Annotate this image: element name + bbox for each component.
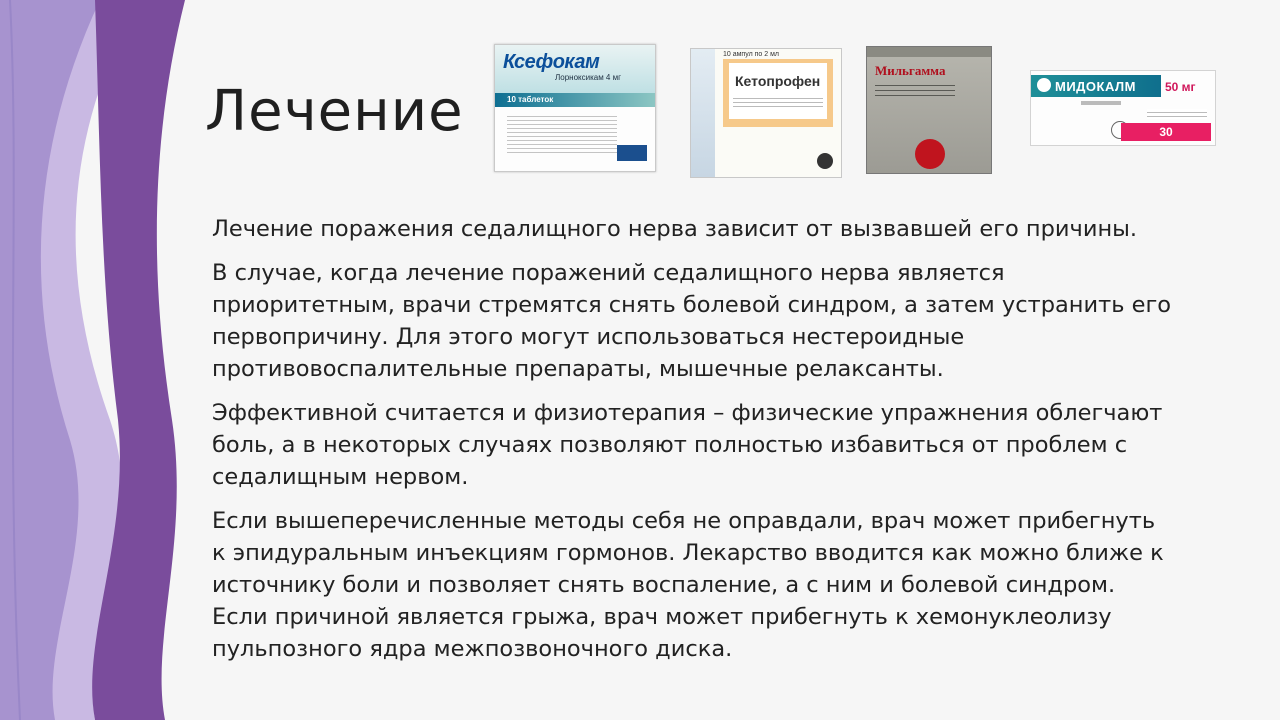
- text-line: боль, а в некоторых случаях позволяют полностью избавиться от проблем с: [212, 432, 1128, 458]
- manufacturer-logo-icon: [817, 153, 833, 169]
- paragraph: [212, 505, 1252, 665]
- ksefokam-subtitle: Лорноксикам 4 мг: [555, 73, 622, 82]
- text-line: приоритетным, врачи стремятся снять болевой синдром, а затем устранить его: [212, 292, 1172, 318]
- ketoprofen-ampoules: 10 ампул по 2 мл: [723, 51, 779, 58]
- nycomed-logo-icon: [617, 145, 647, 161]
- ketoprofen-package-image: [690, 48, 842, 178]
- text-line: В случае, когда лечение поражений седалищного нерва является: [212, 260, 1005, 286]
- worwag-seal-icon: [915, 139, 945, 169]
- ketoprofen-name: Кетопрофен: [735, 73, 821, 89]
- ksefokam-count: 10 таблеток: [507, 95, 554, 104]
- midokalm-count-badge: 30: [1121, 123, 1211, 141]
- text-line: Если вышеперечисленные методы себя не оправдали, врач может прибегнуть: [212, 508, 1156, 534]
- text-line: Если причиной является грыжа, врач может прибегнуть к хемонуклеолизу: [212, 604, 1112, 630]
- midokalm-dose: 50 мг: [1165, 80, 1196, 94]
- ksefokam-package-image: [494, 44, 656, 172]
- text-line: противовоспалительные препараты, мышечные релаксанты.: [212, 356, 944, 382]
- paragraph: [212, 213, 1252, 245]
- slide-title: Лечение: [205, 79, 464, 144]
- milgamma-package-image: [866, 46, 992, 174]
- paragraph: [212, 397, 1252, 493]
- text-line: источнику боли и позволяет снять воспаление, а с ним и болевой синдром.: [212, 572, 1116, 598]
- slide-body: [212, 213, 1252, 677]
- text-line: седалищным нервом.: [212, 464, 469, 490]
- text-line: Лечение поражения седалищного нерва зависит от вызвавшей его причины.: [212, 216, 1138, 242]
- midokalm-package-image: [1030, 70, 1216, 146]
- text-line: первопричину. Для этого могут использоваться нестероидные: [212, 324, 965, 350]
- text-line: пульпозного ядра межпозвоночного диска.: [212, 636, 733, 662]
- paragraph: [212, 257, 1252, 385]
- midokalm-name: МИДОКАЛМ: [1055, 79, 1136, 94]
- milgamma-name: Мильгамма: [875, 63, 946, 78]
- ksefokam-brand: Ксефокам: [503, 51, 600, 73]
- leaf-logo-icon: [1037, 78, 1051, 92]
- text-line: Эффективной считается и физиотерапия – физические упражнения облегчают: [212, 400, 1163, 426]
- text-line: к эпидуральным инъекциям гормонов. Лекарство вводится как можно ближе к: [212, 540, 1164, 566]
- decorative-wave-background: [0, 0, 200, 720]
